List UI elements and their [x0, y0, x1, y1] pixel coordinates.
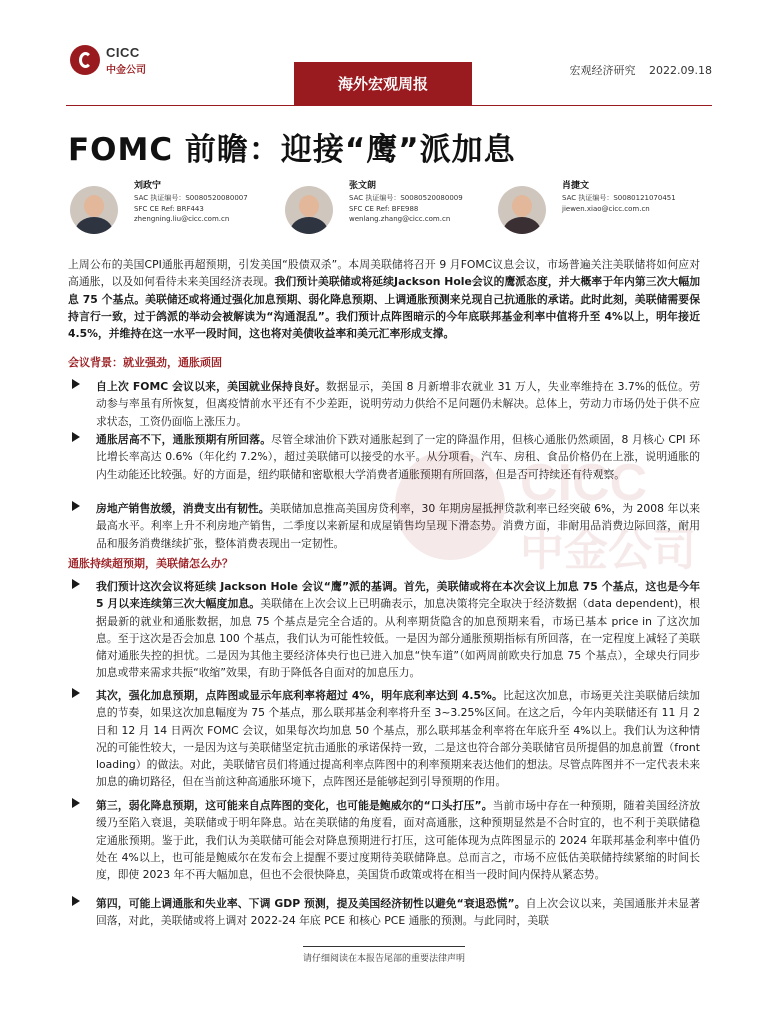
logo-text-cn: 中金公司 — [106, 65, 146, 76]
avatar — [70, 186, 118, 234]
report-title: FOMC 前瞻：迎接“鹰”派加息 — [68, 132, 516, 168]
report-meta — [560, 62, 712, 78]
header-divider — [66, 105, 712, 106]
avatar — [498, 186, 546, 234]
svg-text:CICC: CICC — [520, 454, 648, 512]
author-name: 肖捷文 — [562, 181, 590, 191]
author-email[interactable]: wenlang.zhang@cicc.com.cn — [349, 215, 451, 223]
item-body: 尽管全球油价下跌对通胀起到了一定的降温作用，但核心通胀仍然顽固，8 月核心 CPI 环比增长率高达 0.6%（年化约 7.2%），超过美联储可以接受的水平。从分项看，汽车、房租、食品价格仍在上涨，说明通胀的内生动能还比较强。好的方面是，纽约联储和密歇根大学消费者通胀预期有所回落，但是否可持续还有待观察。 — [96, 433, 700, 481]
bullet-arrow-icon — [72, 688, 80, 698]
item-lead: 其次，强化加息预期，点阵图或显示年底利率将超过 4%，明年底利率达到 4.5%。 — [96, 689, 503, 702]
section-heading-outlook: 通胀持续超预期，美联储怎么办？ — [68, 557, 233, 570]
item-lead: 房地产销售放缓，消费支出有韧性。 — [96, 502, 270, 515]
report-series-banner: 海外宏观周报 — [294, 62, 472, 106]
svg-text:中金公司: 中金公司 — [520, 525, 696, 576]
cicc-logo-mark-icon — [70, 45, 100, 75]
item-body: 当前市场中存在一种预期，随着美国经济放缓乃至陷入衰退，美联储或于明年降息。站在美联储的角度看，面对高通胀，这种预期显然是不合时宜的，也不利于美联储稳定通胀预期。鉴于此，我们认为美联储可能会对降息预期进行打压，这可能体现为点阵图显示的 2024 年联邦基金利率中值仍处在 4%以上，也可能是鲍威尔在发布会上提醒不要过度期待美联储降息。总而言之，市场不应低估美联储持续紧缩的时间长度，即使 2023 年不再大幅加息，但也不会很快降息，美国货币政策或将在相当一段时间内保持从紧态势。 — [96, 799, 700, 882]
item-body: 自上次会议以来，美国通胀并未显著回落，对此，美联储或将上调对 2022-24 年底 PCE 和核心 PCE 通胀的预测。与此同时，美联 — [96, 897, 700, 928]
author-name: 张文朗 — [349, 181, 377, 191]
bullet-arrow-icon — [72, 379, 80, 389]
list-item — [72, 378, 700, 430]
author-email[interactable]: zhengning.liu@cicc.com.cn — [134, 215, 230, 223]
avatar — [285, 186, 333, 234]
item-lead: 我们预计这次会议将延续 Jackson Hole 会议“鹰”派的基调。首先，美联储或将在本次会议上加息 75 个基点，这也是今年 5 月以来连续第三次大幅度加息。 — [96, 580, 700, 611]
legal-notice: 请仔细阅读在本报告尾部的重要法律声明 — [303, 946, 465, 964]
author-name: 刘政宁 — [134, 181, 162, 191]
bullet-arrow-icon — [72, 896, 80, 906]
summary-paragraph — [68, 256, 700, 342]
list-item — [72, 687, 700, 791]
item-lead: 第三，弱化降息预期，这可能来自点阵图的变化，也可能是鲍威尔的“口头打压”。 — [96, 799, 493, 812]
bullet-arrow-icon — [72, 579, 80, 589]
item-body: 比起这次加息，市场更关注美联储后续加息的节奏，如果这次加息幅度为 75 个基点，那么联邦基金利率将升至 3~3.25%区间。在这之后，今年内美联储还有 11 月 2 日和 12 月 14 日两次 FOMC 会议，如果每次均加息 50 个基点，那么联邦基金利率将在年底升至 4%以上。我们认为这种情况的可能性较大，一是因为这与美联储坚定抗击通胀的承诺保持一致，二是这也符合部分美联储官员所提倡的加息前置（front loading）的做法。对此，美联储官员们将通过提高利率点阵图中的利率预期来表达他们的想法。尽管点阵图并不一定代表未来加息的确切路径，但在当前这种高通胀环境下，点阵图还是能够起到引导预期的作用。 — [96, 689, 700, 789]
summary-plain: 上周公布的美国CPI通胀再超预期，引发美国“股债双杀”。本周美联储将召开 9 月FOMC议息会议，市场普遍关注美联储将如何应对高通胀，以及如何看待未来美国经济表现。 — [68, 258, 700, 289]
cicc-logo — [70, 45, 160, 79]
item-body: 数据显示，美国 8 月新增非农就业 31 万人，失业率维持在 3.7%的低位。劳动参与率虽有所恢复，但离疫情前水平还有不少差距，说明劳动力供给不足问题仍未解决。总体上，劳动力市场仍处于供不应求状态，工资仍面临上涨压力。 — [96, 380, 700, 428]
author-sfc: SFC CE Ref: BRF443 — [134, 204, 204, 213]
list-item — [72, 797, 700, 883]
report-category: 宏观经济研究 — [569, 64, 636, 77]
item-body: 美联储加息推高美国房贷利率，30 年期房屋抵押贷款利率已经突破 6%，为 2008 年以来最高水平。利率上升不利房地产销售，二季度以来新屋和成屋销售均呈现下滑态势。消费方面，非耐用品消费边际回落，耐用品和服务消费继续扩张，整体消费表现出一定韧性。 — [96, 502, 700, 550]
bullet-arrow-icon — [72, 432, 80, 442]
author-email[interactable]: jiewen.xiao@cicc.com.cn — [562, 204, 650, 213]
author-sac: SAC 执证编号：S0080520080007 — [134, 194, 248, 202]
bullet-arrow-icon — [72, 501, 80, 511]
summary-bold: 我们预计美联储或将延续Jackson Hole会议的鹰派态度，并大概率于年内第三次大幅加息 75 个基点。美联储还或将通过强化加息预期、弱化降息预期、上调通胀预测来兑现自己抗通胀的承诺。此时此刻，美联储需要保持言行一致，过于鸽派的举动会被解读为“沟通混乱”。我们预计点阵图暗示的今年底联邦基金利率中值将升至 4%以上，明年接近 4.5%，并维持在这一水平一段时间，这也将对美债收益率和美元汇率形成支撑。 — [68, 275, 700, 341]
report-date: 2022.09.18 — [649, 64, 712, 77]
item-lead: 自上次 FOMC 会议以来，美国就业保持良好。 — [96, 380, 327, 393]
author-sfc: SFC CE Ref: BFE988 — [349, 204, 419, 213]
list-item — [72, 895, 700, 930]
author-sac: SAC 执证编号：S0080520080009 — [349, 194, 463, 202]
legal-footer — [0, 946, 768, 964]
bullet-arrow-icon — [72, 798, 80, 808]
author-list — [70, 180, 712, 240]
section-heading-background: 会议背景：就业强劲，通胀顽固 — [68, 356, 222, 369]
item-body: 美联储在上次会议上已明确表示，加息决策将完全取决于经济数据（data dependent)，根据最新的就业和通胀数据，加息 75 个基点是完全合适的。从利率期货隐含的加息预期来看，市场已基本 price in 了这次加息。至于这次是否会加息 100 个基点，我们认为可能性较低。一是因为部分通胀预期指标有所回落，在一定程度上减轻了美联储对通胀失控的担忧。二是因为其他主要经济体央行也已进入加息“快车道”（如两周前欧央行加息 75 个基点），全球央行同步加息或带来需求共振“收缩”效果，有助于降低各自面对的加息压力。 — [96, 597, 700, 680]
author-sac: SAC 执证编号：S0080121070451 — [562, 194, 676, 202]
list-item — [72, 431, 700, 483]
item-lead: 通胀居高不下，通胀预期有所回落。 — [96, 433, 272, 446]
item-lead: 第四，可能上调通胀和失业率、下调 GDP 预测，提及美国经济韧性以避免“衰退恐慌”。 — [96, 897, 526, 910]
logo-text-en: CICC — [106, 45, 140, 60]
list-item — [72, 578, 700, 682]
list-item — [72, 500, 700, 552]
